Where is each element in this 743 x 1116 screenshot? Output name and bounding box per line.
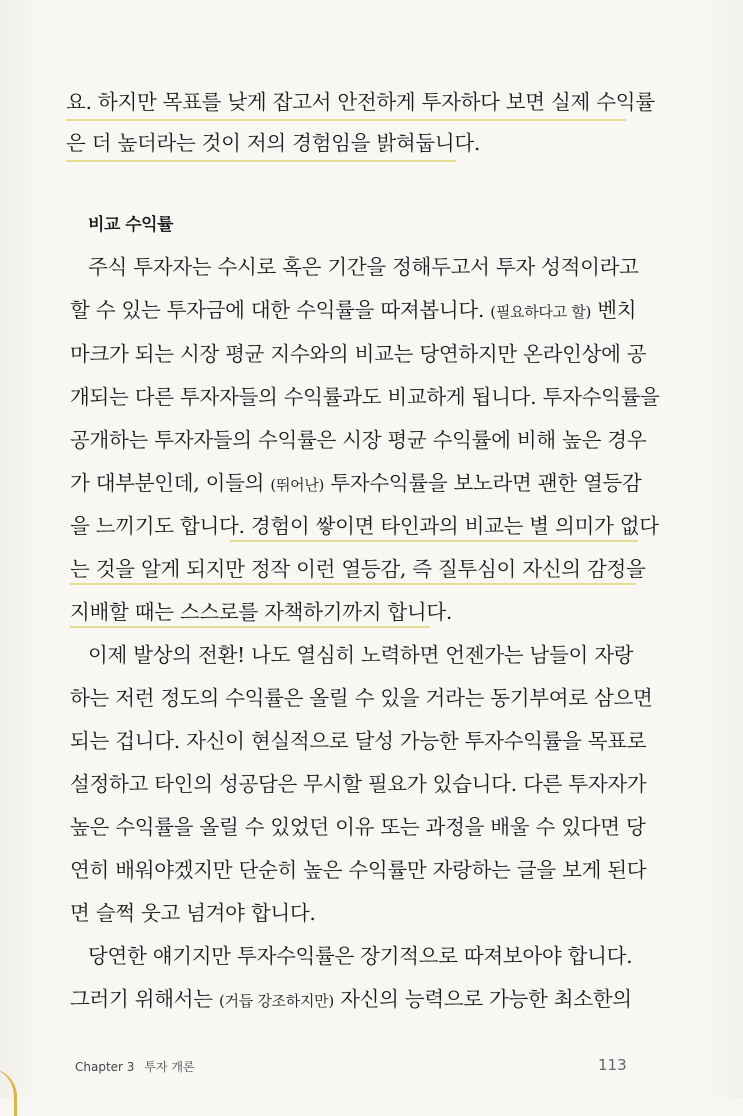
page-number: 113 bbox=[598, 1056, 627, 1074]
body-text-line: 높은 수익률을 올릴 수 있었던 이유 또는 과정을 배울 수 있다면 당 bbox=[70, 815, 646, 839]
body-text-line: 하는 저런 정도의 수익률은 올릴 수 있을 거라는 동기부여로 삼으면 bbox=[70, 686, 653, 710]
body-text-line bbox=[70, 984, 636, 1016]
body-text-line: 개되는 다른 투자자들의 수익률과도 비교하게 됩니다. 투자수익률을 bbox=[70, 385, 660, 409]
parenthetical-note: (거듭 강조하지만) bbox=[218, 992, 334, 1010]
chapter-label: Chapter 3 bbox=[75, 1060, 135, 1074]
body-text-line: 을 느끼기도 합니다. 경험이 쌓이면 타인과의 비교는 별 의미가 없다 bbox=[70, 514, 659, 538]
body-text-line: 주식 투자자는 수시로 혹은 기간을 정해두고서 투자 성적이라고 bbox=[88, 255, 639, 279]
body-text-line: 공개하는 투자자들의 수익률은 시장 평균 수익률에 비해 높은 경우 bbox=[70, 428, 647, 452]
body-text-line bbox=[70, 468, 642, 500]
highlight-underline bbox=[70, 626, 430, 628]
body-text-line: 설정하고 타인의 성공담은 무시할 필요가 있습니다. 다른 투자자가 bbox=[70, 772, 647, 796]
body-text-span: 투자수익률을 보노라면 괜한 열등감 bbox=[324, 471, 642, 495]
body-text-line: 이제 발상의 전환! 나도 열심히 노력하면 언젠가는 남들이 자랑 bbox=[88, 643, 634, 667]
body-text-line: 요. 하지만 목표를 낮게 잡고서 안전하게 투자하다 보면 실제 수익률 bbox=[66, 90, 655, 114]
body-text-line: 연히 배워야겠지만 단순히 높은 수익률만 자랑하는 글을 보게 된다 bbox=[70, 858, 647, 882]
running-footer bbox=[75, 1058, 195, 1075]
body-text-line: 마크가 되는 시장 평균 지수와의 비교는 당연하지만 온라인상에 공 bbox=[70, 342, 647, 366]
body-text-line: 당연한 얘기지만 투자수익률은 장기적으로 따져보아야 합니다. bbox=[88, 944, 633, 968]
body-text-line: 면 슬쩍 웃고 넘겨야 합니다. bbox=[70, 901, 316, 925]
highlight-underline bbox=[70, 583, 636, 585]
body-text-span: 할 수 있는 투자금에 대한 수익률을 따져봅니다. bbox=[70, 298, 491, 322]
body-text-line: 되는 겁니다. 자신이 현실적으로 달성 가능한 투자수익률을 목표로 bbox=[70, 729, 647, 753]
body-text-line bbox=[70, 295, 636, 327]
body-text-line: 은 더 높더라는 것이 저의 경험임을 밝혀둡니다. bbox=[66, 131, 481, 155]
page-corner-decoration bbox=[0, 1068, 17, 1116]
chapter-title: 투자 개론 bbox=[144, 1060, 195, 1074]
parenthetical-note: (뛰어난) bbox=[270, 476, 325, 494]
body-text-line: 는 것을 알게 되지만 정작 이런 열등감, 즉 질투심이 자신의 감정을 bbox=[70, 557, 646, 581]
body-text-span: 벤치 bbox=[591, 298, 637, 322]
highlight-underline bbox=[66, 119, 626, 121]
parenthetical-note: (필요하다고 할) bbox=[490, 303, 592, 321]
section-heading: 비교 수익률 bbox=[88, 215, 174, 235]
highlight-underline bbox=[66, 160, 456, 162]
body-text-span: 가 대부분인데, 이들의 bbox=[70, 471, 271, 495]
body-text-span: 자신의 능력으로 가능한 최소한의 bbox=[333, 987, 632, 1011]
body-text-line: 지배할 때는 스스로를 자책하기까지 합니다. bbox=[70, 600, 453, 624]
highlight-underline bbox=[230, 540, 638, 542]
body-text-span: 그러기 위해서는 bbox=[70, 987, 219, 1011]
